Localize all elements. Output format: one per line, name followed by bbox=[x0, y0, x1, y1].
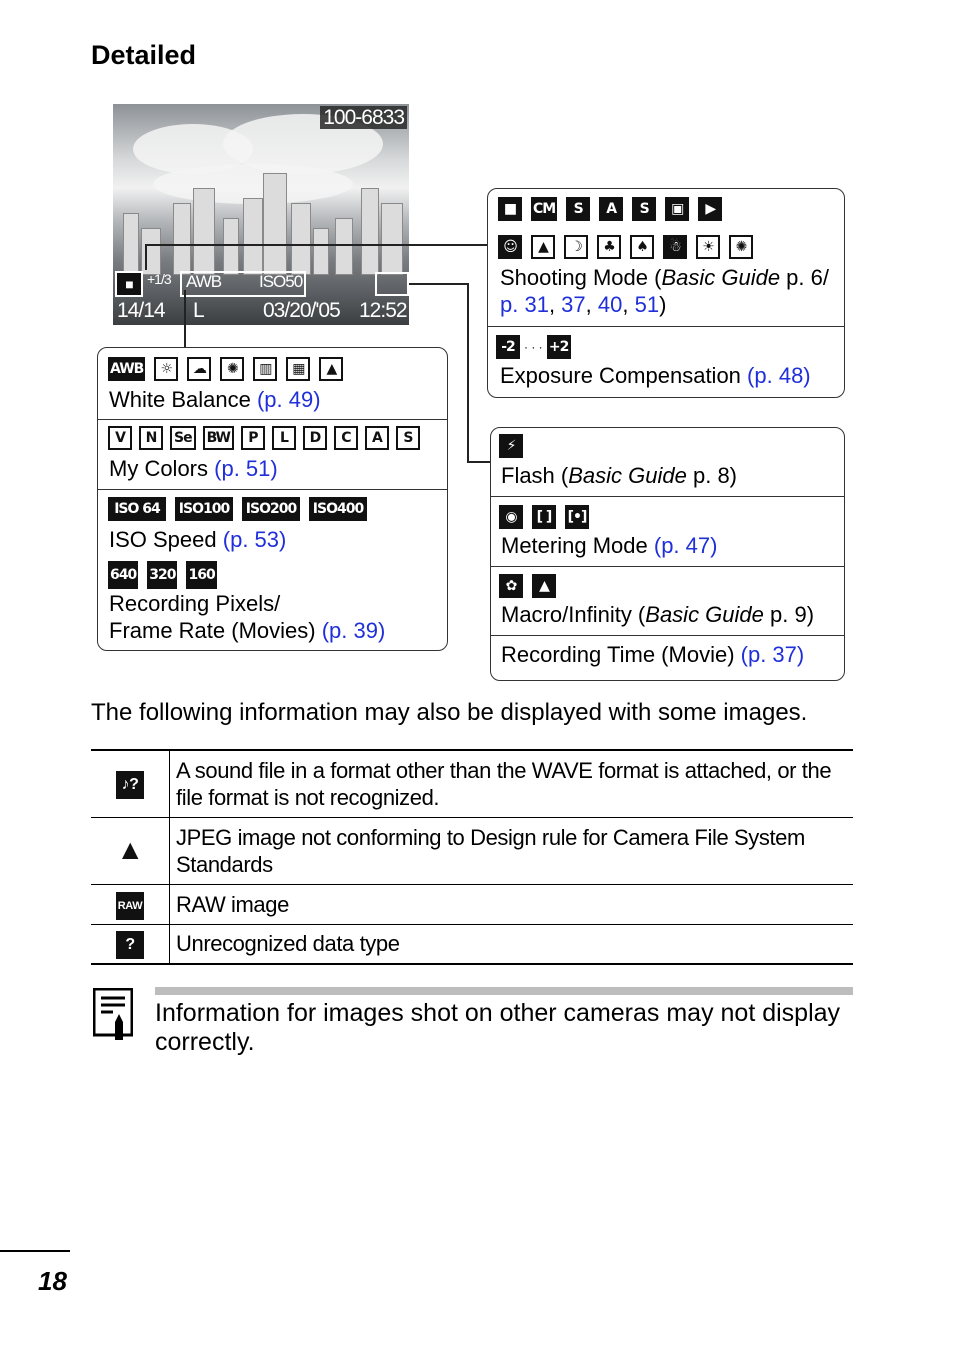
320-icon: 320 bbox=[147, 561, 177, 589]
link-p31[interactable]: p. 31 bbox=[500, 292, 549, 317]
camera-screen-image bbox=[113, 104, 409, 325]
recording-pixels-label: Recording Pixels/ bbox=[109, 591, 281, 616]
center-weighted-metering-icon: [ ] bbox=[532, 505, 556, 529]
table-cell: A sound file in a format other than the WAVE format is attached, or the file format is not recognized. bbox=[170, 750, 854, 817]
cloudy-icon: ☁ bbox=[187, 357, 211, 381]
page-number: 18 bbox=[38, 1266, 67, 1296]
raw-icon: RAW bbox=[116, 892, 144, 920]
iso-speed-label: ISO Speed (p. 53) bbox=[109, 527, 287, 552]
table-row bbox=[91, 884, 853, 924]
shooting-date: 03/20/'05 bbox=[263, 299, 340, 322]
link-p40[interactable]: 40 bbox=[597, 292, 623, 317]
table-cell: JPEG image not conforming to Design rule for Camera File System Standards bbox=[170, 817, 854, 884]
note-bar bbox=[155, 987, 853, 995]
camera-icon: ■ bbox=[498, 197, 522, 221]
shooting-mode-icons-row1 bbox=[498, 197, 722, 223]
white-balance-value: AWB bbox=[186, 272, 222, 291]
link-p51[interactable]: 51 bbox=[634, 292, 660, 317]
white-balance-label: White Balance (p. 49) bbox=[109, 387, 321, 412]
fluorescent-h-icon: ▦ bbox=[286, 357, 310, 381]
landscape-icon: ▲ bbox=[531, 235, 555, 259]
shooting-mode-callout bbox=[487, 188, 845, 398]
shooting-mode-camera-icon: ■ bbox=[115, 271, 143, 297]
iso100-icon: ISO100 bbox=[175, 497, 233, 521]
exposure-range: -2 · · · +2 bbox=[496, 334, 571, 360]
exposure-compensation-label: Exposure Compensation (p. 48) bbox=[500, 363, 811, 388]
shooting-mode-refs: p. 31, 37, 40, 51) bbox=[500, 292, 667, 317]
note-text: Information for images shot on other cameras may not display correctly. bbox=[155, 999, 841, 1056]
my-colors-positive-film-icon: P bbox=[241, 426, 265, 450]
my-colors-darker-skin-icon: D bbox=[303, 426, 327, 450]
intro-paragraph: The following information may also be displayed with some images. bbox=[91, 699, 808, 726]
warning-icon: ▲ bbox=[116, 834, 144, 865]
160-icon: 160 bbox=[186, 561, 216, 589]
table-cell: Unrecognized data type bbox=[170, 924, 854, 964]
awb-icon: AWB bbox=[108, 357, 145, 381]
my-colors-bw-icon: BW bbox=[203, 426, 234, 450]
flash-label: Flash (Basic Guide p. 8) bbox=[501, 463, 738, 488]
tungsten-icon: ✺ bbox=[220, 357, 244, 381]
recording-time-label: Recording Time (Movie) (p. 37) bbox=[501, 642, 805, 667]
stitch-icon: S bbox=[566, 197, 590, 221]
my-colors-s-icon: S bbox=[396, 426, 420, 450]
night-icon: ☽ bbox=[564, 235, 588, 259]
640-icon: 640 bbox=[108, 561, 138, 589]
table-cell: RAW image bbox=[170, 884, 854, 924]
fluorescent-icon: ▥ bbox=[253, 357, 277, 381]
movie-icon: ▶ bbox=[698, 197, 722, 221]
unknown-data-icon: ? bbox=[116, 931, 144, 959]
stitch-assist-icon: ▣ bbox=[665, 197, 689, 221]
my-colors-lighter-skin-icon: L bbox=[272, 426, 296, 450]
link-p48[interactable]: (p. 48) bbox=[747, 363, 811, 388]
image-count: 14/14 bbox=[117, 299, 165, 322]
table-row bbox=[91, 924, 853, 964]
my-colors-a-icon: A bbox=[365, 426, 389, 450]
metering-icons bbox=[499, 505, 589, 531]
note-icon bbox=[93, 988, 133, 1040]
link-p37[interactable]: 37 bbox=[561, 292, 586, 317]
recording-pixels-icons bbox=[108, 561, 217, 589]
custom-wb-icon: ▲ bbox=[319, 357, 343, 381]
fireworks-icon: ✺ bbox=[729, 235, 753, 259]
table-row bbox=[91, 750, 853, 817]
snow-icon: ☃ bbox=[663, 235, 687, 259]
shooting-mode-label: Shooting Mode (Basic Guide p. 6/ bbox=[500, 265, 829, 290]
link-p47[interactable]: (p. 47) bbox=[653, 533, 718, 558]
my-colors-vivid-icon: V bbox=[108, 426, 132, 450]
evaluative-metering-icon: ◉ bbox=[499, 505, 523, 529]
sport-icon: A bbox=[599, 197, 623, 221]
daylight-icon: ☼ bbox=[154, 357, 178, 381]
image-quality: L bbox=[193, 299, 204, 322]
link-p49[interactable]: (p. 49) bbox=[256, 387, 321, 412]
iso400-icon: ISO400 bbox=[309, 497, 367, 521]
flash-icon: ⚡ bbox=[499, 434, 523, 458]
table-row bbox=[91, 817, 853, 884]
exposure-compensation-value: +1/3 bbox=[147, 271, 171, 287]
macro-label: Macro/Infinity (Basic Guide p. 9) bbox=[501, 602, 815, 627]
iso64-icon: ISO 64 bbox=[108, 497, 166, 521]
sound-unknown-icon: ♪? bbox=[116, 771, 144, 799]
cm-icon: CM bbox=[531, 197, 557, 221]
macro-icon: ✿ bbox=[499, 574, 523, 598]
spot-metering-icon: [•] bbox=[565, 505, 589, 529]
iso-value: ISO50 bbox=[259, 272, 303, 291]
flash-metering-callout bbox=[490, 427, 845, 681]
infinity-icon: ▲ bbox=[532, 574, 556, 598]
metering-label: Metering Mode (p. 47) bbox=[501, 533, 718, 558]
file-number: 100-6833 bbox=[320, 106, 407, 129]
exposure-plus-icon: +2 bbox=[547, 335, 571, 359]
kids-icon: ♣ bbox=[597, 235, 621, 259]
my-colors-sepia-icon: Se bbox=[170, 426, 196, 450]
my-colors-neutral-icon: N bbox=[139, 426, 163, 450]
iso200-icon: ISO200 bbox=[242, 497, 300, 521]
link-p37-movie[interactable]: (p. 37) bbox=[740, 642, 805, 667]
exposure-minus-icon: -2 bbox=[496, 335, 520, 359]
iso-icons bbox=[108, 497, 367, 523]
macro-icons bbox=[499, 574, 556, 600]
link-p51-colors[interactable]: (p. 51) bbox=[214, 456, 278, 481]
section-heading: Detailed bbox=[91, 40, 197, 70]
slow-icon: S bbox=[632, 197, 656, 221]
white-balance-callout bbox=[97, 347, 448, 651]
shooting-mode-icons-row2 bbox=[498, 235, 753, 261]
link-p39[interactable]: (p. 39) bbox=[321, 618, 386, 643]
shooting-time: 12:52 bbox=[359, 299, 407, 322]
page-rule bbox=[0, 1250, 70, 1252]
beach-icon: ☀ bbox=[696, 235, 720, 259]
my-colors-custom-icon: C bbox=[334, 426, 358, 450]
metering-frame-icon bbox=[375, 272, 409, 296]
white-balance-icons bbox=[108, 357, 343, 383]
info-table bbox=[91, 749, 853, 965]
my-colors-label: My Colors (p. 51) bbox=[109, 456, 278, 481]
frame-rate-label: Frame Rate (Movies) (p. 39) bbox=[109, 618, 386, 643]
portrait-icon: ☺ bbox=[498, 235, 522, 259]
my-colors-icons bbox=[108, 426, 420, 452]
link-p53[interactable]: (p. 53) bbox=[222, 527, 287, 552]
foliage-icon: ♠ bbox=[630, 235, 654, 259]
